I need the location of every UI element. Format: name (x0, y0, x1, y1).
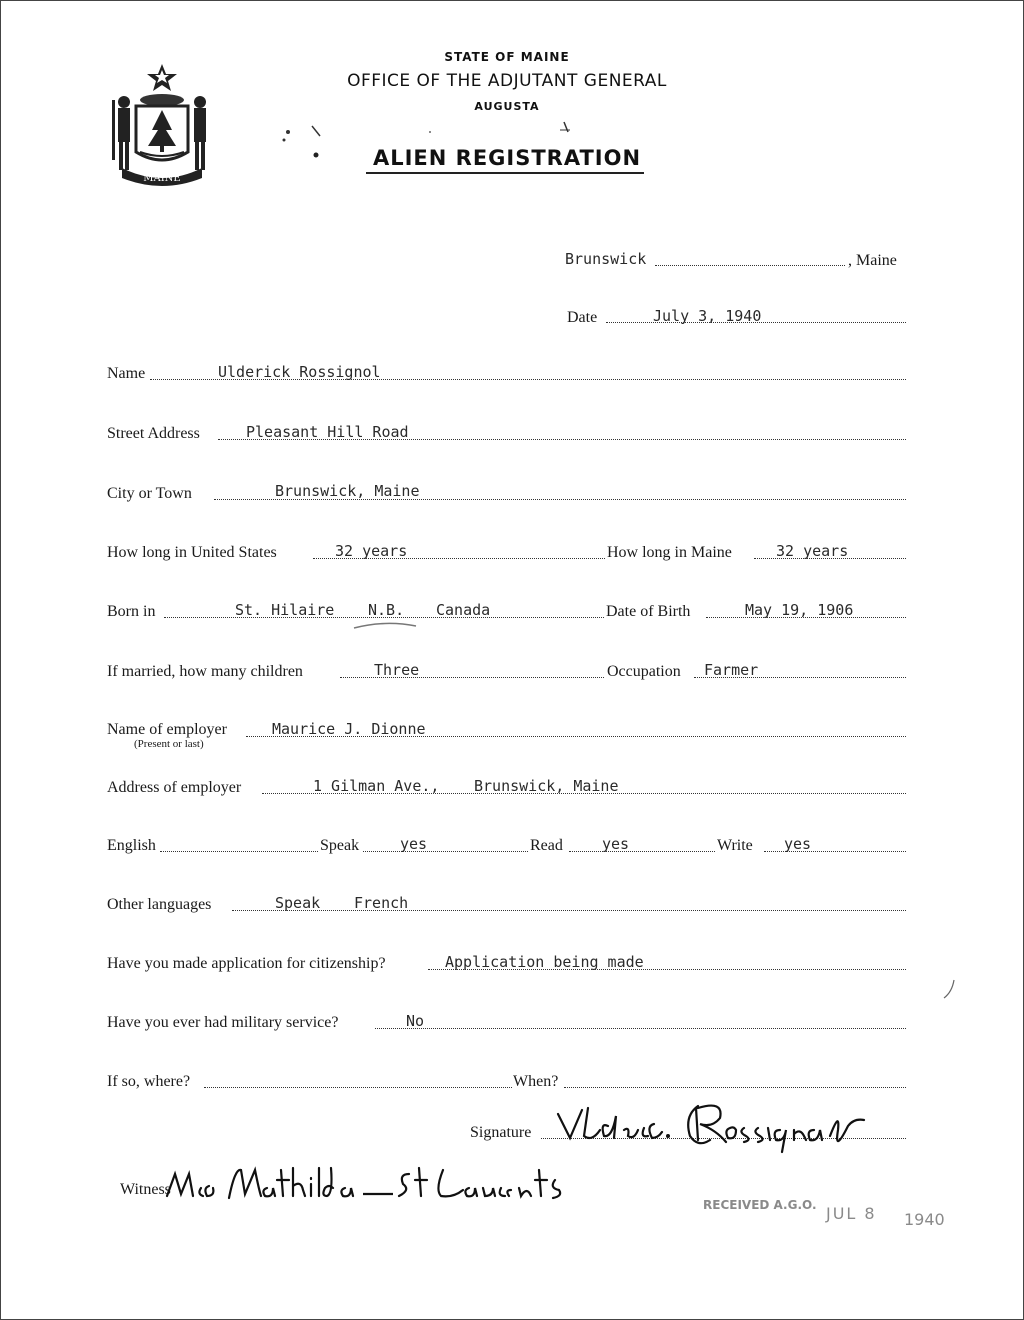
born-label: Born in (107, 603, 156, 620)
english-read-value: yes (602, 835, 630, 853)
employer-address-value-1: 1 Gilman Ave., (313, 777, 440, 795)
document-title: ALIEN REGISTRATION (372, 146, 642, 170)
dob-value: May 19, 1906 (745, 601, 854, 619)
seal-text: MAINE (143, 173, 181, 184)
name-value: Ulderick Rossignol (218, 363, 381, 381)
employer-address-value-2: Brunswick, Maine (474, 777, 619, 795)
english-read-line (569, 851, 715, 852)
street-value: Pleasant Hill Road (246, 423, 409, 441)
where-line (204, 1087, 512, 1088)
other-lang-value-1: Speak (275, 894, 321, 912)
place-suffix: , Maine (848, 252, 897, 269)
city-label: City or Town (107, 485, 192, 502)
born-value-2: N.B. (368, 601, 405, 619)
city-value: Brunswick, Maine (275, 482, 420, 500)
name-label: Name (107, 365, 146, 382)
place-value: Brunswick (565, 250, 647, 268)
place-line (655, 265, 845, 266)
margin-marks (938, 820, 968, 1010)
where-label: If so, where? (107, 1073, 191, 1090)
witness-label: Witness (120, 1181, 171, 1198)
street-label: Street Address (107, 425, 200, 442)
maine-time-label: How long in Maine (607, 544, 732, 561)
employer-address-label: Address of employer (107, 779, 242, 796)
when-label: When? (513, 1073, 559, 1090)
citizenship-value: Application being made (445, 953, 644, 971)
stamp-year: 1940 (904, 1210, 945, 1229)
military-line (375, 1028, 906, 1029)
other-lang-line (232, 910, 906, 911)
maine-time-value: 32 years (776, 542, 849, 560)
english-line (160, 851, 318, 852)
english-read-label: Read (530, 837, 563, 854)
english-speak-value: yes (400, 835, 428, 853)
other-lang-label: Other languages (107, 896, 212, 913)
us-time-label: How long in United States (107, 544, 277, 561)
signature-label: Signature (470, 1124, 532, 1141)
occupation-label: Occupation (607, 663, 681, 680)
header-office: OFFICE OF THE ADJUTANT GENERAL (347, 71, 667, 91)
born-value-1: St. Hilaire (235, 601, 335, 619)
employer-sublabel: (Present or last) (134, 738, 204, 750)
us-time-value: 32 years (335, 542, 408, 560)
occupation-value: Farmer (704, 661, 759, 679)
when-line (564, 1087, 906, 1088)
dob-label: Date of Birth (606, 603, 691, 620)
stamp-date: JUL 8 (826, 1204, 877, 1223)
children-label: If married, how many children (107, 663, 303, 680)
born-value-3: Canada (436, 601, 491, 619)
english-speak-line (363, 851, 528, 852)
header-state: STATE OF MAINE (444, 50, 570, 64)
english-speak-label: Speak (320, 837, 360, 854)
employer-value: Maurice J. Dionne (272, 720, 426, 738)
employer-label: Name of employer (107, 721, 227, 738)
witness-signature-icon (163, 1160, 583, 1210)
received-stamp: RECEIVED A.G.O. (703, 1198, 817, 1212)
header-city: AUGUSTA (474, 100, 540, 113)
ink-specks (280, 118, 580, 163)
date-value: July 3, 1940 (653, 307, 762, 325)
military-label: Have you ever had military service? (107, 1014, 339, 1031)
citizenship-label: Have you made application for citizenship? (107, 955, 386, 972)
date-label: Date (567, 309, 598, 326)
english-write-value: yes (784, 835, 812, 853)
children-value: Three (374, 661, 420, 679)
other-lang-value-2: French (354, 894, 409, 912)
military-value: No (406, 1012, 425, 1030)
title-underline (366, 172, 644, 174)
signature-handwriting-icon (548, 1096, 893, 1156)
pencil-mark (350, 620, 420, 632)
english-label: English (107, 837, 156, 854)
english-write-label: Write (717, 837, 753, 854)
